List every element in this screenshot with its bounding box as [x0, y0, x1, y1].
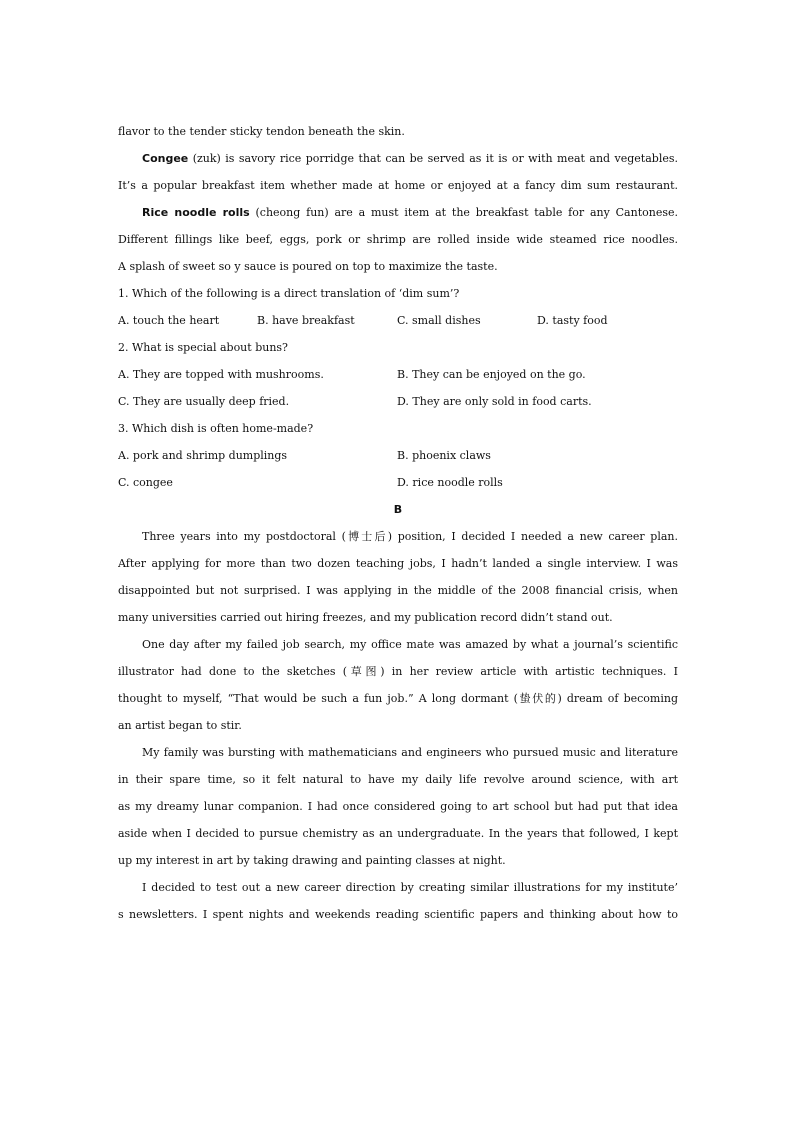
passage-line: an artist began to stir.	[118, 719, 242, 732]
passage-line: up my interest in art by taking drawing and painting classes at night.	[118, 854, 506, 867]
option-a: A. They are topped with mushrooms.	[118, 368, 324, 381]
passage-line: aside when I decided to pursue chemistry as an undergraduate. In the years that followed, I kept	[118, 827, 678, 840]
passage-line: as my dreamy lunar companion. I had once considered going to art school but had put that idea	[118, 800, 678, 813]
passage-line: flavor to the tender sticky tendon beneath the skin.	[118, 125, 405, 138]
question-options	[118, 388, 678, 415]
passage-line: My family was bursting with mathematicians and engineers who pursued music and literature	[142, 746, 678, 759]
option-b: B. phoenix claws	[397, 449, 491, 462]
option-c: C. congee	[118, 476, 173, 489]
passage-line: in their spare time, so it felt natural to have my daily life revolve around science, with art	[118, 773, 678, 786]
option-b: B. have breakfast	[257, 314, 355, 327]
passage-line: A splash of sweet so y sauce is poured on top to maximize the taste.	[118, 260, 498, 273]
question-stem: 1. Which of the following is a direct translation of ‘dim sum’?	[118, 287, 460, 300]
section-heading: B	[393, 503, 403, 516]
congee-text: (zuk) is savory rice porridge that can be served as it is or with meat and vegetables.	[188, 152, 678, 165]
option-d: D. They are only sold in food carts.	[397, 395, 592, 408]
question-options	[118, 442, 678, 469]
passage-line: Different fillings like beef, eggs, pork or shrimp are rolled inside wide steamed rice noodles.	[118, 233, 678, 246]
passage-line: It’s a popular breakfast item whether made at home or enjoyed at a fancy dim sum restaurant.	[118, 179, 678, 192]
passage-line: thought to myself, “That would be such a fun job.” A long dormant (蛰伏的) dream of becoming	[118, 692, 678, 705]
congee-paragraph-line	[118, 145, 678, 172]
passage-line: many universities carried out hiring freezes, and my publication record didn’t stand out.	[118, 611, 613, 624]
passage-line: After applying for more than two dozen teaching jobs, I hadn’t landed a single interview. I was	[118, 557, 678, 570]
option-d: D. rice noodle rolls	[397, 476, 503, 489]
question-stem: 2. What is special about buns?	[118, 341, 288, 354]
option-c: C. They are usually deep fried.	[118, 395, 290, 408]
option-b: B. They can be enjoyed on the go.	[397, 368, 586, 381]
question-stem: 3. Which dish is often home-made?	[118, 422, 314, 435]
passage-line: disappointed but not surprised. I was applying in the middle of the 2008 financial crisis, when	[118, 584, 678, 597]
question-options	[118, 307, 678, 334]
question-options	[118, 361, 678, 388]
rice-noodle-rolls-term: Rice noodle rolls	[142, 206, 250, 219]
congee-term: Congee	[142, 152, 189, 165]
passage-line: s newsletters. I spent nights and weekends reading scientific papers and thinking about how to	[118, 908, 678, 921]
question-options	[118, 469, 678, 496]
rolls-text: (cheong fun) are a must item at the breakfast table for any Cantonese.	[249, 206, 678, 219]
passage-line: illustrator had done to the sketches (草图) in her review article with artistic techniques. I	[118, 665, 678, 678]
option-d: D. tasty food	[537, 314, 608, 327]
passage-line: Three years into my postdoctoral (博士后) position, I decided I needed a new career plan.	[142, 530, 678, 543]
option-c: C. small dishes	[397, 314, 481, 327]
option-a: A. touch the heart	[118, 314, 220, 327]
passage-line: I decided to test out a new career direction by creating similar illustrations for my institute’	[142, 881, 678, 894]
option-a: A. pork and shrimp dumplings	[118, 449, 288, 462]
passage-line: One day after my failed job search, my office mate was amazed by what a journal’s scientific	[142, 638, 678, 651]
rolls-paragraph-line	[118, 199, 678, 226]
